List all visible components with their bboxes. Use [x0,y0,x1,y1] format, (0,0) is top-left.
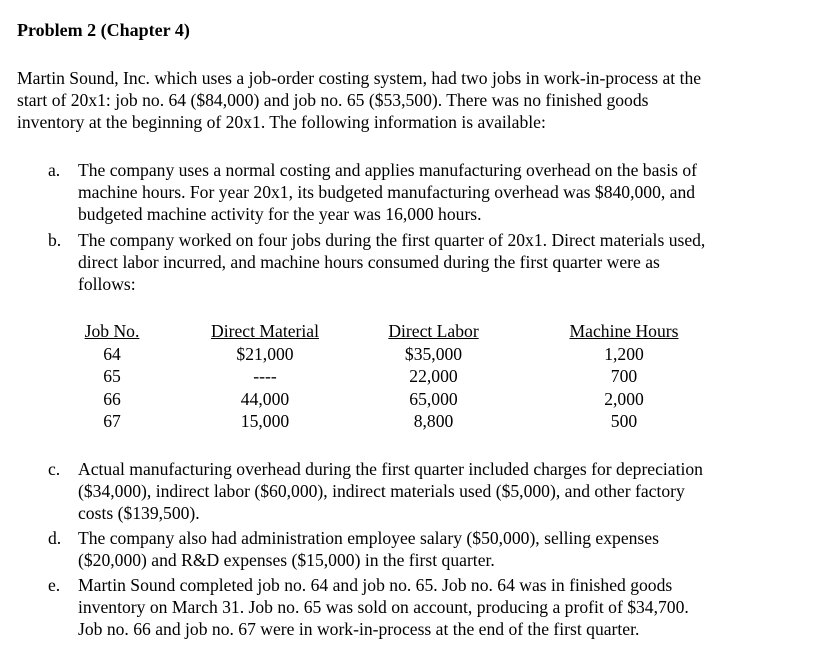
problem-title: Problem 2 (Chapter 4) [17,20,190,40]
table-cell: $35,000 [404,343,463,364]
list-item-text [78,574,818,640]
table-column-job-no [75,320,149,433]
table-header-job-no: Job No. [84,321,140,341]
table-cell: 8,800 [413,411,454,431]
table-header-machine-hours: Machine Hours [569,321,679,341]
table-cell: $21,000 [236,343,294,364]
list-item-line: machine hours. For year 20x1, its budgeted manufacturing overhead was $840,000, and [78,182,696,202]
table-cell: 700 [610,366,638,386]
list-item-line: Martin Sound completed job no. 64 and job no. 65. Job no. 64 was in finished goods [78,575,673,595]
list-item-line: The company also had administration employee salary ($50,000), selling expenses [78,528,659,548]
table-cell: 44,000 [240,388,290,409]
table-column-machine-hours [556,320,692,433]
list-item-line: ($20,000) and R&D expenses ($15,000) in the first quarter. [78,550,495,570]
table-cell: 64 [103,343,121,364]
table-cell: 65 [103,366,121,386]
table-cell: 15,000 [240,411,290,431]
table-cell: 65,000 [409,388,458,409]
table-header-direct-material: Direct Material [211,321,319,341]
list-item-label: a. [48,160,61,180]
list-item-text [78,229,818,295]
list-item-line: inventory on March 31. Job no. 65 was sold on account, producing a profit of $34,700. [78,597,689,617]
list-item-label: d. [48,528,62,548]
table-cell: 66 [103,388,121,409]
list-item-line: direct labor incurred, and machine hours consumed during the first quarter were as [78,252,660,272]
table-cell: ---- [253,366,277,386]
list-item-line: budgeted machine activity for the year was 16,000 hours. [78,204,482,224]
table-cell: 1,200 [604,343,644,364]
list-item-line: The company worked on four jobs during the first quarter of 20x1. Direct materials used, [78,230,706,250]
list-item-line: Job no. 66 and job no. 67 were in work-in-process at the end of the first quarter. [78,619,640,639]
list-item-text [78,159,818,225]
table-cell: 22,000 [409,366,458,386]
table-column-direct-labor [375,320,492,433]
table-cell: 67 [103,411,121,431]
table-header-direct-labor: Direct Labor [388,321,479,341]
table-cell: 500 [610,411,638,431]
list-item-label: e. [48,575,61,595]
list-item-line: ($34,000), indirect labor ($60,000), indirect materials used ($5,000), and other factory [78,481,685,501]
list-item-text [78,527,818,571]
list-item-text [78,458,818,524]
list-item-line: costs ($139,500). [78,503,200,523]
list-item-line: follows: [78,274,136,294]
intro-line: start of 20x1: job no. 64 ($84,000) and job no. 65 ($53,500). There was no finished goods [17,90,649,110]
list-item-label: c. [48,459,61,479]
intro-paragraph [17,67,817,133]
intro-line: Martin Sound, Inc. which uses a job-order costing system, had two jobs in work-in-process at the [17,68,702,88]
intro-line: inventory at the beginning of 20x1. The following information is available: [17,112,546,132]
table-cell: 2,000 [604,388,644,409]
table-column-direct-material [195,320,335,433]
list-item-line: The company uses a normal costing and applies manufacturing overhead on the basis of [78,160,698,180]
list-item-label: b. [48,230,62,250]
list-item-line: Actual manufacturing overhead during the first quarter included charges for depreciation [78,459,703,479]
